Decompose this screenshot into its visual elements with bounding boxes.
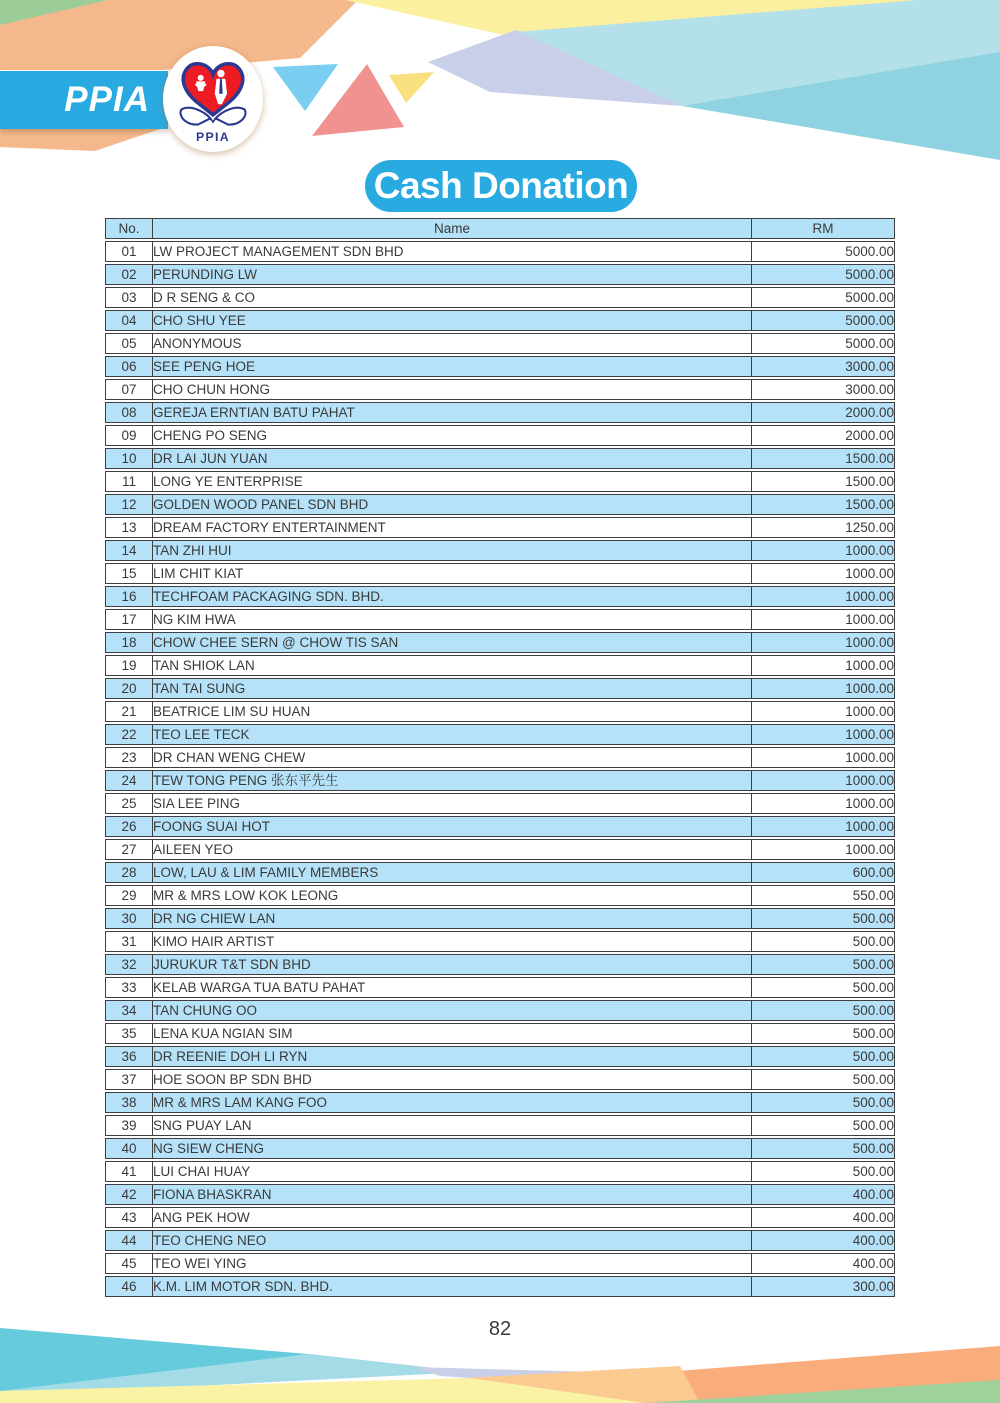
table-row: [105, 1253, 895, 1274]
cell-amount: 500.00: [752, 1161, 895, 1182]
cell-amount: 500.00: [752, 1069, 895, 1090]
cell-name: GEREJA ERNTIAN BATU PAHAT: [153, 402, 752, 423]
cell-name: HOE SOON BP SDN BHD: [153, 1069, 752, 1090]
table-row: [105, 931, 895, 952]
table-row: [105, 563, 895, 584]
cell-amount: 500.00: [752, 1000, 895, 1021]
cell-no: 26: [105, 816, 153, 837]
cell-amount: 400.00: [752, 1253, 895, 1274]
table-row: [105, 1069, 895, 1090]
cell-name: TAN TAI SUNG: [153, 678, 752, 699]
cell-no: 28: [105, 862, 153, 883]
cell-no: 02: [105, 264, 153, 285]
cell-amount: 5000.00: [752, 241, 895, 262]
cell-no: 22: [105, 724, 153, 745]
table-row: [105, 1230, 895, 1251]
table-row: [105, 1207, 895, 1228]
cell-name: DR CHAN WENG CHEW: [153, 747, 752, 768]
table-row: [105, 517, 895, 538]
table-row: [105, 241, 895, 262]
cell-amount: 5000.00: [752, 287, 895, 308]
cell-no: 29: [105, 885, 153, 906]
cell-no: 11: [105, 471, 153, 492]
cell-name: LONG YE ENTERPRISE: [153, 471, 752, 492]
table-row: [105, 770, 895, 791]
table-row: [105, 724, 895, 745]
cell-amount: 1000.00: [752, 609, 895, 630]
cell-no: 46: [105, 1276, 153, 1297]
table-row: [105, 1046, 895, 1067]
cell-name: LOW, LAU & LIM FAMILY MEMBERS: [153, 862, 752, 883]
cell-name: GOLDEN WOOD PANEL SDN BHD: [153, 494, 752, 515]
cell-name: D R SENG & CO: [153, 287, 752, 308]
cell-no: 19: [105, 655, 153, 676]
cell-no: 37: [105, 1069, 153, 1090]
cell-amount: 1000.00: [752, 678, 895, 699]
table-row: [105, 977, 895, 998]
cell-no: 39: [105, 1115, 153, 1136]
cell-name: LW PROJECT MANAGEMENT SDN BHD: [153, 241, 752, 262]
cell-amount: 500.00: [752, 1115, 895, 1136]
cell-no: 12: [105, 494, 153, 515]
cell-amount: 500.00: [752, 908, 895, 929]
cell-no: 31: [105, 931, 153, 952]
cell-no: 35: [105, 1023, 153, 1044]
cell-amount: 3000.00: [752, 356, 895, 377]
cell-no: 18: [105, 632, 153, 653]
cell-name: DREAM FACTORY ENTERTAINMENT: [153, 517, 752, 538]
table-row: [105, 333, 895, 354]
cell-amount: 1250.00: [752, 517, 895, 538]
table-row: [105, 678, 895, 699]
table-row: [105, 793, 895, 814]
table-row: [105, 1138, 895, 1159]
cell-name: DR NG CHIEW LAN: [153, 908, 752, 929]
cell-name: AILEEN YEO: [153, 839, 752, 860]
cell-no: 40: [105, 1138, 153, 1159]
cell-amount: 500.00: [752, 1046, 895, 1067]
page-title: Cash Donation: [373, 165, 629, 206]
cell-amount: 1000.00: [752, 586, 895, 607]
cell-amount: 400.00: [752, 1207, 895, 1228]
cell-no: 23: [105, 747, 153, 768]
cell-no: 34: [105, 1000, 153, 1021]
cell-no: 03: [105, 287, 153, 308]
donation-table-body: [105, 241, 895, 1297]
cell-name: CHO CHUN HONG: [153, 379, 752, 400]
cell-no: 33: [105, 977, 153, 998]
cell-no: 06: [105, 356, 153, 377]
cell-no: 08: [105, 402, 153, 423]
cell-no: 07: [105, 379, 153, 400]
cell-amount: 1000.00: [752, 839, 895, 860]
cell-no: 16: [105, 586, 153, 607]
cell-no: 21: [105, 701, 153, 722]
cell-amount: 400.00: [752, 1230, 895, 1251]
ppia-banner: [0, 71, 168, 129]
cell-name: ANG PEK HOW: [153, 1207, 752, 1228]
ppia-logo: [163, 46, 263, 152]
cell-name: LENA KUA NGIAN SIM: [153, 1023, 752, 1044]
cell-amount: 1000.00: [752, 724, 895, 745]
cell-amount: 550.00: [752, 885, 895, 906]
cell-amount: 400.00: [752, 1184, 895, 1205]
cell-name: NG SIEW CHENG: [153, 1138, 752, 1159]
column-header-name: Name: [153, 218, 752, 239]
table-row: [105, 1184, 895, 1205]
cell-name: NG KIM HWA: [153, 609, 752, 630]
cell-name: KIMO HAIR ARTIST: [153, 931, 752, 952]
table-row: [105, 540, 895, 561]
cell-amount: 1000.00: [752, 816, 895, 837]
table-row: [105, 655, 895, 676]
cell-amount: 2000.00: [752, 425, 895, 446]
cell-amount: 1000.00: [752, 793, 895, 814]
cell-amount: 500.00: [752, 931, 895, 952]
table-row: [105, 287, 895, 308]
cell-name: FIONA BHASKRAN: [153, 1184, 752, 1205]
cell-amount: 1000.00: [752, 540, 895, 561]
cell-amount: 1000.00: [752, 770, 895, 791]
cell-no: 20: [105, 678, 153, 699]
cell-amount: 1000.00: [752, 563, 895, 584]
cell-amount: 500.00: [752, 1023, 895, 1044]
cell-no: 45: [105, 1253, 153, 1274]
cell-name: MR & MRS LOW KOK LEONG: [153, 885, 752, 906]
cell-amount: 1500.00: [752, 471, 895, 492]
cell-no: 15: [105, 563, 153, 584]
cell-no: 05: [105, 333, 153, 354]
table-row: [105, 816, 895, 837]
table-row: [105, 310, 895, 331]
table-header-row: [105, 218, 895, 239]
cell-name: DR REENIE DOH LI RYN: [153, 1046, 752, 1067]
cell-name: MR & MRS LAM KANG FOO: [153, 1092, 752, 1113]
cell-no: 14: [105, 540, 153, 561]
cell-name: KELAB WARGA TUA BATU PAHAT: [153, 977, 752, 998]
cell-name: CHENG PO SENG: [153, 425, 752, 446]
table-row: [105, 1000, 895, 1021]
cell-name: PERUNDING LW: [153, 264, 752, 285]
cell-name: CHO SHU YEE: [153, 310, 752, 331]
cell-name: LIM CHIT KIAT: [153, 563, 752, 584]
cell-amount: 500.00: [752, 977, 895, 998]
table-row: [105, 632, 895, 653]
table-row: [105, 954, 895, 975]
cell-amount: 1000.00: [752, 701, 895, 722]
cell-amount: 300.00: [752, 1276, 895, 1297]
cell-no: 13: [105, 517, 153, 538]
table-row: [105, 471, 895, 492]
table-row: [105, 1115, 895, 1136]
cell-amount: 500.00: [752, 1138, 895, 1159]
cell-name: K.M. LIM MOTOR SDN. BHD.: [153, 1276, 752, 1297]
cell-name: TEO WEI YING: [153, 1253, 752, 1274]
cell-no: 38: [105, 1092, 153, 1113]
cell-no: 32: [105, 954, 153, 975]
cell-no: 24: [105, 770, 153, 791]
cell-name: CHOW CHEE SERN @ CHOW TIS SAN: [153, 632, 752, 653]
brand-text: PPIA: [64, 80, 150, 119]
table-row: [105, 1161, 895, 1182]
table-row: [105, 586, 895, 607]
table-row: [105, 747, 895, 768]
page-number: 82: [488, 1318, 512, 1340]
cell-name: SIA LEE PING: [153, 793, 752, 814]
cell-name: BEATRICE LIM SU HUAN: [153, 701, 752, 722]
cell-amount: 3000.00: [752, 379, 895, 400]
cell-amount: 600.00: [752, 862, 895, 883]
cell-no: 01: [105, 241, 153, 262]
page-title-pill: [365, 160, 637, 212]
cell-name: TECHFOAM PACKAGING SDN. BHD.: [153, 586, 752, 607]
cell-name: DR LAI JUN YUAN: [153, 448, 752, 469]
table-row: [105, 701, 895, 722]
table-row: [105, 402, 895, 423]
column-header-rm: RM: [752, 218, 895, 239]
column-header-no: No.: [105, 218, 153, 239]
table-row: [105, 1023, 895, 1044]
cell-amount: 1500.00: [752, 494, 895, 515]
cell-name: TAN ZHI HUI: [153, 540, 752, 561]
cell-amount: 1500.00: [752, 448, 895, 469]
table-row: [105, 425, 895, 446]
cell-no: 42: [105, 1184, 153, 1205]
cell-amount: 2000.00: [752, 402, 895, 423]
table-row: [105, 609, 895, 630]
cell-amount: 1000.00: [752, 655, 895, 676]
cell-amount: 5000.00: [752, 310, 895, 331]
table-row: [105, 356, 895, 377]
table-row: [105, 264, 895, 285]
cell-name: ANONYMOUS: [153, 333, 752, 354]
cell-no: 27: [105, 839, 153, 860]
cell-amount: 500.00: [752, 1092, 895, 1113]
table-row: [105, 1092, 895, 1113]
cell-name: SEE PENG HOE: [153, 356, 752, 377]
table-row: [105, 379, 895, 400]
table-row: [105, 862, 895, 883]
cell-name: TEW TONG PENG 张东平先生: [153, 770, 752, 791]
cell-name: FOONG SUAI HOT: [153, 816, 752, 837]
table-row: [105, 885, 895, 906]
cell-no: 17: [105, 609, 153, 630]
cell-amount: 5000.00: [752, 264, 895, 285]
cell-no: 04: [105, 310, 153, 331]
cell-name: TAN CHUNG OO: [153, 1000, 752, 1021]
table-row: [105, 448, 895, 469]
cell-no: 10: [105, 448, 153, 469]
cell-name: LUI CHAI HUAY: [153, 1161, 752, 1182]
cell-no: 36: [105, 1046, 153, 1067]
heart-hands-icon: [169, 51, 257, 147]
donation-table: [105, 216, 895, 1299]
table-row: [105, 1276, 895, 1297]
cell-amount: 5000.00: [752, 333, 895, 354]
cell-no: 25: [105, 793, 153, 814]
cell-no: 44: [105, 1230, 153, 1251]
table-row: [105, 494, 895, 515]
table-row: [105, 839, 895, 860]
cell-no: 41: [105, 1161, 153, 1182]
cell-amount: 1000.00: [752, 632, 895, 653]
cell-name: TAN SHIOK LAN: [153, 655, 752, 676]
footer-decoration: [0, 1320, 1000, 1403]
cell-amount: 1000.00: [752, 747, 895, 768]
cell-name: JURUKUR T&T SDN BHD: [153, 954, 752, 975]
cell-name: SNG PUAY LAN: [153, 1115, 752, 1136]
cell-no: 30: [105, 908, 153, 929]
logo-caption: PPIA: [195, 130, 231, 145]
cell-amount: 500.00: [752, 954, 895, 975]
cell-name: TEO LEE TECK: [153, 724, 752, 745]
table-row: [105, 908, 895, 929]
cell-no: 43: [105, 1207, 153, 1228]
cell-no: 09: [105, 425, 153, 446]
cell-name: TEO CHENG NEO: [153, 1230, 752, 1251]
